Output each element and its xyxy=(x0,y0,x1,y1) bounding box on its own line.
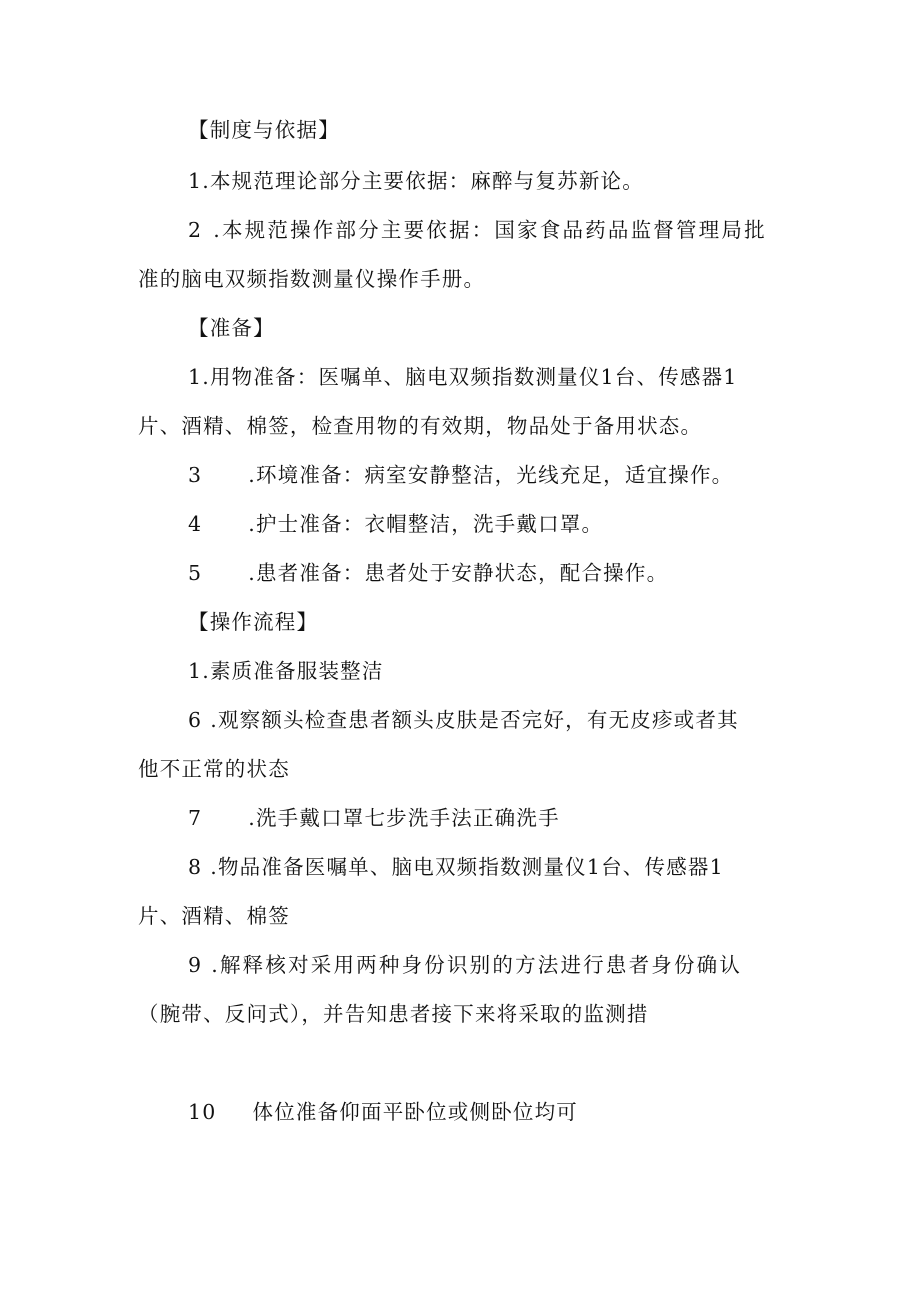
procedure-item-7-number: 7 xyxy=(188,806,203,830)
section-heading-procedure: 【操作流程】 xyxy=(188,610,319,634)
procedure-item-6-line-2: 他不正常的状态 xyxy=(138,757,290,781)
preparation-item-3-text: .环境准备：病室安静整洁，光线充足，适宜操作。 xyxy=(248,463,734,487)
procedure-item-9-line-1 xyxy=(188,951,742,979)
preparation-item-4 xyxy=(188,510,603,538)
basis-item-2-number: 2 xyxy=(188,218,204,242)
preparation-item-1-line-1: 1.用物准备：医嘱单、脑电双频指数测量仪1台、传感器1 xyxy=(188,365,738,389)
preparation-item-3-number: 3 xyxy=(188,463,203,487)
procedure-item-10 xyxy=(188,1098,578,1126)
basis-item-1: 1.本规范理论部分主要依据：麻醉与复苏新论。 xyxy=(188,169,644,193)
procedure-item-8-line-2: 片、酒精、棉签 xyxy=(138,904,290,928)
preparation-item-4-number: 4 xyxy=(188,512,203,536)
procedure-item-8-text: .物品准备医嘱单、脑电双频指数测量仪1台、传感器1 xyxy=(210,855,724,879)
basis-item-2-text: .本规范操作部分主要依据：国家食品药品监督管理局批 xyxy=(213,218,767,242)
section-heading-preparation: 【准备】 xyxy=(188,316,275,340)
preparation-item-3 xyxy=(188,461,733,489)
basis-item-2-line-1 xyxy=(188,216,767,244)
procedure-item-9-line-2: （腕带、反问式），并告知患者接下来将采取的监测措 xyxy=(138,1002,649,1026)
procedure-item-8-line-1 xyxy=(188,853,724,881)
procedure-item-9-text: .解释核对采用两种身份识别的方法进行患者身份确认 xyxy=(211,953,743,977)
procedure-item-8-number: 8 xyxy=(188,855,203,879)
preparation-item-4-text: .护士准备：衣帽整洁，洗手戴口罩。 xyxy=(248,512,604,536)
procedure-item-9-number: 9 xyxy=(188,953,204,977)
procedure-item-10-number: 10 xyxy=(188,1100,217,1124)
basis-item-2-line-2: 准的脑电双频指数测量仪操作手册。 xyxy=(138,267,486,291)
procedure-item-6-line-1 xyxy=(188,706,739,734)
preparation-item-5-text: .患者准备：患者处于安静状态，配合操作。 xyxy=(248,561,669,585)
procedure-item-1: 1.素质准备服装整洁 xyxy=(188,659,384,683)
procedure-item-7-text: .洗手戴口罩七步洗手法正确洗手 xyxy=(248,806,560,830)
procedure-item-7 xyxy=(188,804,560,832)
procedure-item-6-number: 6 xyxy=(188,708,203,732)
preparation-item-5 xyxy=(188,559,668,587)
preparation-item-1-line-2: 片、酒精、棉签，检查用物的有效期，物品处于备用状态。 xyxy=(138,414,703,438)
preparation-item-5-number: 5 xyxy=(188,561,203,585)
procedure-item-6-text: .观察额头检查患者额头皮肤是否完好，有无皮疹或者其 xyxy=(210,708,739,732)
procedure-item-10-text: 体位准备仰面平卧位或侧卧位均可 xyxy=(252,1100,578,1124)
section-heading-basis: 【制度与依据】 xyxy=(188,118,340,142)
